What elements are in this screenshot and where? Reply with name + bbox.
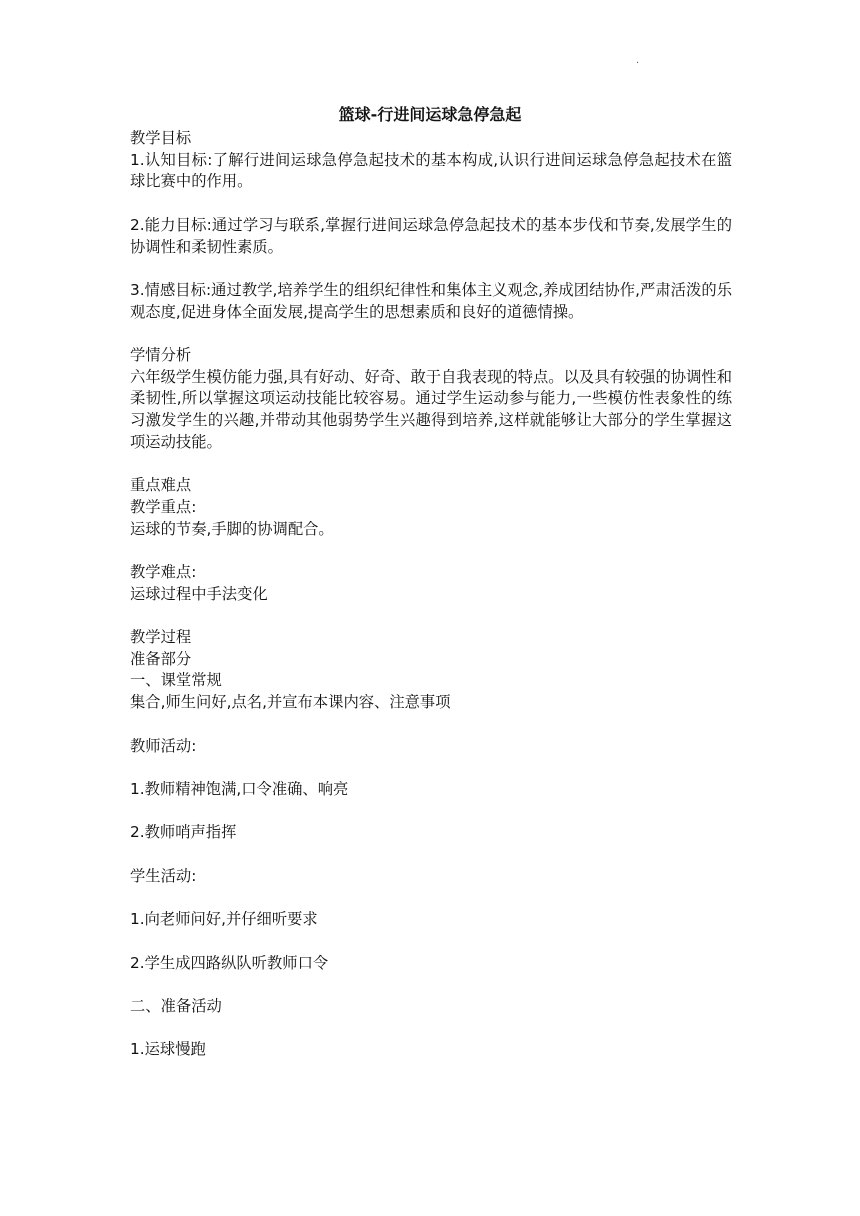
warmup-item-1: 1.运球慢跑 — [130, 1040, 206, 1059]
objective-ability: 2.能力目标:通过学习与联系,掌握行进间运球急停急起技术的基本步伐和节奏,发展学生的协调性和柔韧性素质。 — [130, 215, 732, 256]
objectives-heading: 教学目标 — [130, 129, 192, 147]
key-difficulty-heading: 重点难点 — [130, 476, 192, 495]
document-body — [130, 128, 732, 1061]
student-activity-label: 学生活动: — [130, 866, 197, 885]
objective-cognitive: 1.认知目标:了解行进间运球急停急起技术的基本构成,认识行进间运球急停急起技术在篮球比赛中的作用。 — [130, 150, 732, 191]
teacher-activity-2: 2.教师哨声指挥 — [130, 823, 237, 842]
teacher-activity-label: 教师活动: — [130, 736, 197, 755]
objective-emotional: 3.情感目标:通过教学,培养学生的组织纪律性和集体主义观念,养成团结协作,严肃活泼的乐观态度,促进身体全面发展,提高学生的思想素质和良好的道德情操。 — [130, 280, 732, 321]
warmup-heading: 二、准备活动 — [130, 996, 222, 1015]
document-title: 篮球-行进间运球急停急起 — [338, 105, 522, 124]
prep-part-heading: 准备部分 — [130, 649, 192, 668]
analysis-text: 六年级学生模仿能力强,具有好动、好奇、敢于自我表现的特点。以及具有较强的协调性和柔韧性,所以掌握这项运动技能比较容易。通过学生运动参与能力,一些模仿性表象性的练习激发学生的兴趣,并带动其他弱势学生兴趣得到培养,这样就能够让大部分的学生掌握这项运动技能。 — [130, 367, 732, 451]
difficulty-label: 教学难点: — [130, 562, 197, 581]
key-point-label: 教学重点: — [130, 497, 197, 516]
routine-text: 集合,师生问好,点名,并宣布本课内容、注意事项 — [130, 693, 451, 712]
process-heading: 教学过程 — [130, 628, 192, 647]
routine-heading: 一、课堂常规 — [130, 671, 222, 690]
difficulty-text: 运球过程中手法变化 — [130, 584, 268, 603]
student-activity-2: 2.学生成四路纵队听教师口令 — [130, 953, 329, 972]
teacher-activity-1: 1.教师精神饱满,口令准确、响亮 — [130, 779, 349, 798]
analysis-heading: 学情分析 — [130, 345, 192, 364]
student-activity-1: 1.向老师问好,并仔细听要求 — [130, 910, 318, 929]
header-mark: · — [636, 58, 640, 69]
key-point-text: 运球的节奏,手脚的协调配合。 — [130, 519, 334, 538]
